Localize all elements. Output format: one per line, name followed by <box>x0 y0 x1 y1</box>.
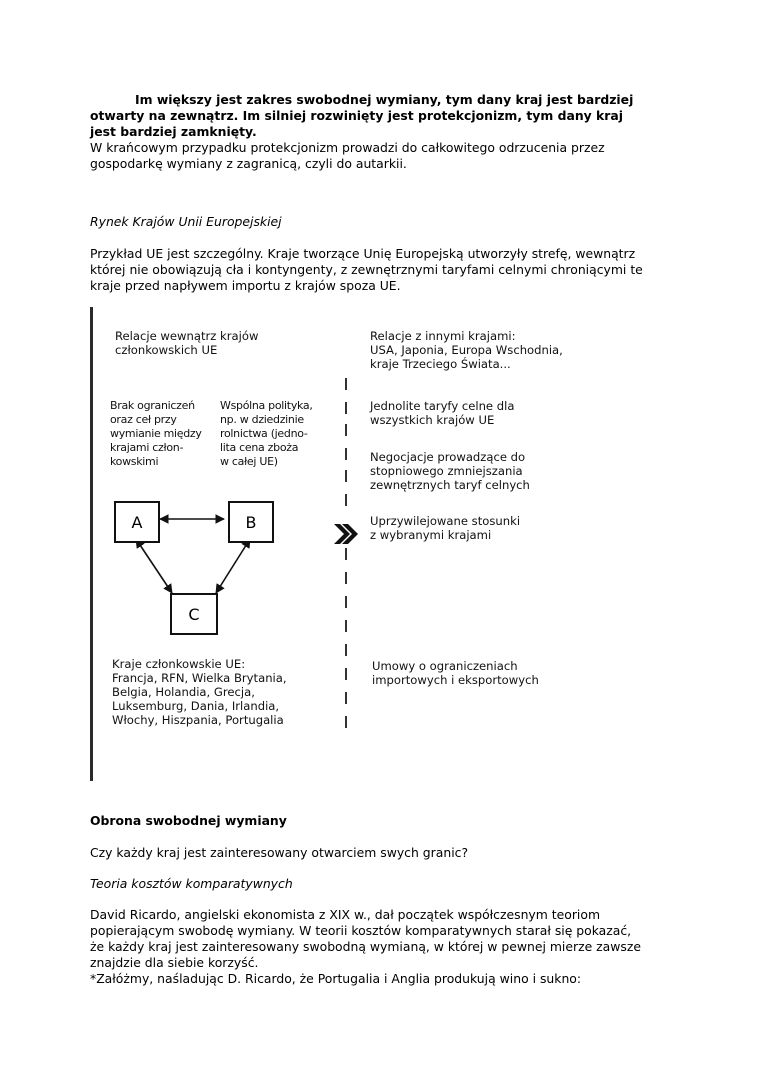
members-list: Kraje członkowskie UE: Francja, RFN, Wielka Brytania, Belgia, Holandia, Grecja, Luksemburg, Dania, Irlandia, Włochy, Hiszpania, Portugalia <box>112 657 287 727</box>
intro-bold-line-3: jest bardziej zamknięty. <box>90 124 257 139</box>
double-arrow-icon <box>332 522 360 546</box>
eu-section-paragraph <box>90 246 680 294</box>
ricardo-line-2: popierającym swobodę wymiany. W teorii kosztów komparatywnych starał się pokazać, <box>90 923 632 938</box>
right-item-privileged: Uprzywilejowane stosunki z wybranymi krajami <box>370 514 521 542</box>
right-item-tariffs: Jednolite taryfy celne dla wszystkich krajów UE <box>370 399 515 427</box>
ricardo-line-1: David Ricardo, angielski ekonomista z XIX w., dał początek współczesnym teoriom <box>90 907 601 922</box>
right-header: Relacje z innymi krajami: USA, Japonia, Europa Wschodnia, kraje Trzeciego Świata... <box>370 329 563 371</box>
ricardo-line-5: *Załóżmy, naśladując D. Ricardo, że Portugalia i Anglia produkują wino i sukno: <box>90 971 582 986</box>
arrow-a-c <box>136 539 172 593</box>
intro-paragraph <box>90 92 680 172</box>
eu-trade-diagram <box>90 307 358 781</box>
intro-bold-line-1: Im większy jest zakres swobodnej wymiany, tym dany kraj jest bardziej <box>135 92 634 107</box>
right-item-agreements: Umowy o ograniczeniach importowych i eksportowych <box>372 659 539 687</box>
left-header: Relacje wewnątrz krajów członkowskich UE <box>115 329 259 357</box>
ricardo-line-4: znajdzie dla siebie korzyść. <box>90 955 259 970</box>
box-c: C <box>170 593 218 635</box>
intro-line-5: gospodarkę wymiany z zagranicą, czyli do autarkii. <box>90 156 407 171</box>
box-b: B <box>228 501 274 543</box>
intro-line-4: W krańcowym przypadku protekcjonizm prowadzi do całkowitego odrzucenia przez <box>90 140 605 155</box>
eu-line-2: której nie obowiązują cła i kontyngenty, z zewnętrznymi taryfami celnymi chroniącymi te <box>90 262 643 277</box>
left-col-b: Wspólna polityka, np. w dziedzinie rolnictwa (jedno- lita cena zboża w całej UE) <box>220 399 313 468</box>
left-col-a: Brak ograniczeń oraz ceł przy wymianie między krajami człon- kowskimi <box>110 399 202 468</box>
defense-question: Czy każdy kraj jest zainteresowany otwarciem swych granic? <box>90 845 469 860</box>
right-item-negotiations: Negocjacje prowadzące do stopniowego zmniejszania zewnętrznych taryf celnych <box>370 450 530 492</box>
ricardo-line-3: że każdy kraj jest zainteresowany swobodną wymianą, w której w pewnej mierze zawsze <box>90 939 641 954</box>
eu-section-heading: Rynek Krajów Unii Europejskiej <box>90 214 282 229</box>
eu-line-1: Przykład UE jest szczególny. Kraje tworzące Unię Europejską utworzyły strefę, wewnątrz <box>90 246 636 261</box>
box-a: A <box>114 501 160 543</box>
arrow-b-c <box>216 539 250 593</box>
defense-heading: Obrona swobodnej wymiany <box>90 813 287 828</box>
intro-bold-line-2: otwarty na zewnątrz. Im silniej rozwinięty jest protekcjonizm, tym dany kraj <box>90 108 623 123</box>
comparative-cost-heading: Teoria kosztów komparatywnych <box>90 876 293 891</box>
ricardo-paragraph <box>90 907 680 987</box>
eu-line-3: kraje przed napływem importu z krajów spoza UE. <box>90 278 401 293</box>
